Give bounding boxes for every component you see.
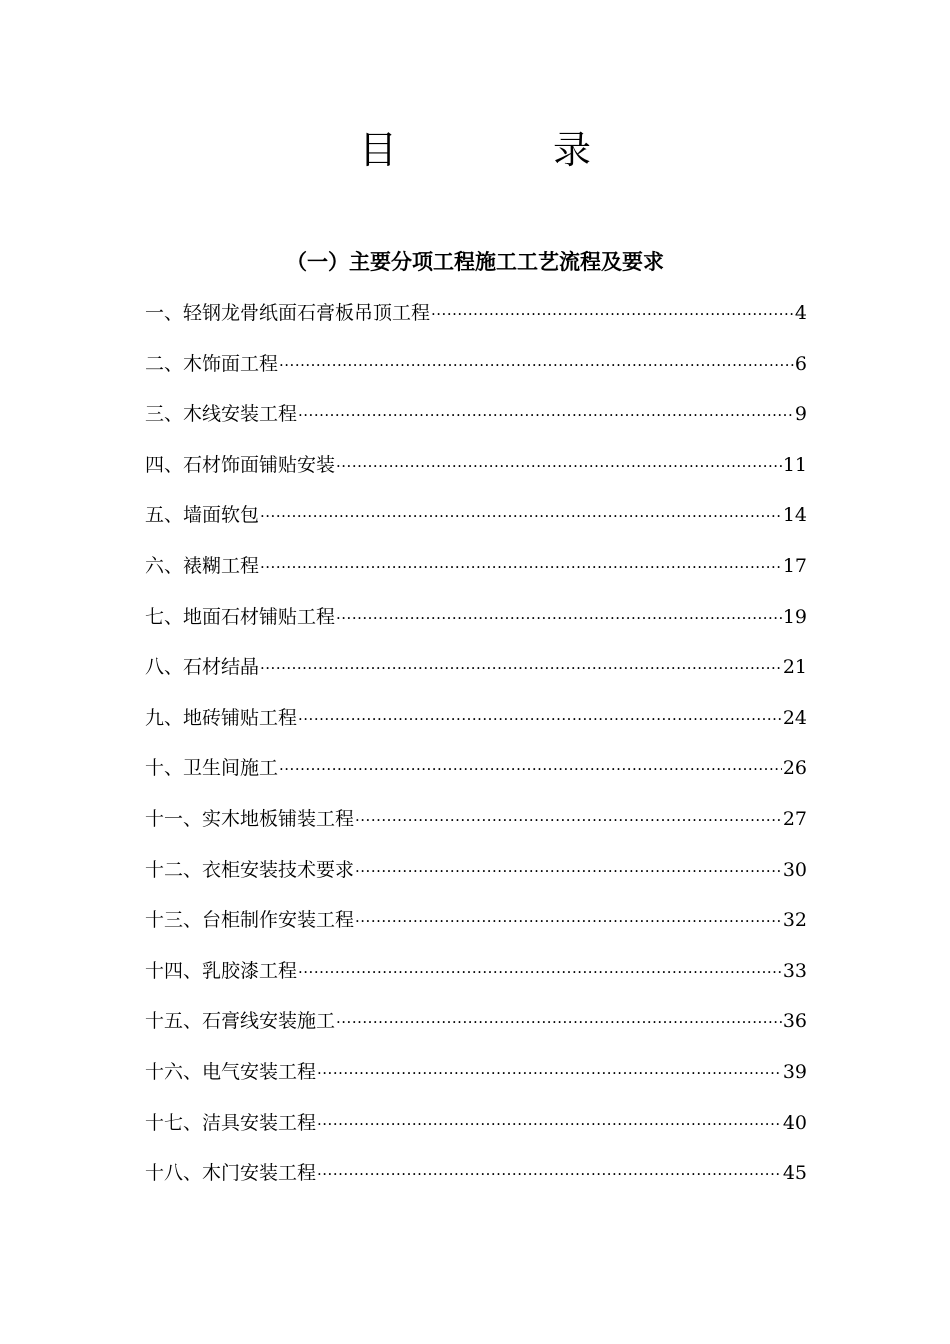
toc-leader-dots: [336, 1004, 782, 1040]
toc-entry-label: 二、木饰面工程: [145, 352, 279, 375]
toc-entry-page: 19: [782, 605, 807, 628]
toc-entry-label: 十一、实木地板铺装工程: [145, 807, 355, 830]
toc-entry-page: 14: [782, 504, 807, 527]
toc-entry-page: 24: [782, 706, 807, 729]
toc-entry-label: 七、地面石材铺贴工程: [145, 605, 336, 628]
toc-entry[interactable]: [145, 548, 807, 599]
toc-entry-label: 十三、台柜制作安装工程: [145, 909, 355, 932]
toc-entry[interactable]: [145, 1054, 807, 1105]
toc-entry-label: 十六、电气安装工程: [145, 1060, 317, 1083]
toc-leader-dots: [431, 296, 794, 332]
toc-entry[interactable]: [145, 801, 807, 852]
page-title: 目 录: [358, 128, 664, 172]
toc-leader-dots: [279, 347, 794, 383]
toc-entry[interactable]: [145, 497, 807, 548]
toc-entry-page: 11: [782, 453, 807, 476]
toc-entry-page: 17: [782, 554, 807, 577]
toc-entry-page: 33: [782, 959, 807, 982]
toc-entry[interactable]: [145, 852, 807, 903]
toc-entry-label: 九、地砖铺贴工程: [145, 706, 298, 729]
toc-entry-page: 6: [794, 352, 807, 375]
toc-entry-page: 39: [782, 1060, 807, 1083]
toc-leader-dots: [317, 1055, 782, 1091]
toc-entry-page: 27: [782, 807, 807, 830]
toc-entry[interactable]: [145, 902, 807, 953]
toc-leader-dots: [355, 802, 782, 838]
toc-leader-dots: [355, 853, 782, 889]
toc-entry[interactable]: [145, 1003, 807, 1054]
toc-entry[interactable]: [145, 1155, 807, 1206]
toc-leader-dots: [317, 1106, 782, 1142]
toc-entry-label: 十、卫生间施工: [145, 757, 279, 780]
toc-leader-dots: [279, 751, 782, 787]
toc-entry-label: 八、石材结晶: [145, 656, 260, 679]
toc-leader-dots: [298, 397, 794, 433]
toc-entry-label: 三、木线安装工程: [145, 403, 298, 426]
toc-entry-label: 十五、石膏线安装施工: [145, 1010, 336, 1033]
toc-entry[interactable]: [145, 295, 807, 346]
toc-leader-dots: [298, 701, 782, 737]
toc-entry[interactable]: [145, 649, 807, 700]
toc-entry-label: 十二、衣柜安装技术要求: [145, 858, 355, 881]
toc-entry[interactable]: [145, 346, 807, 397]
toc-entry-page: 4: [794, 302, 807, 324]
toc-entry-page: 36: [782, 1010, 807, 1033]
table-of-contents: [145, 295, 807, 1206]
toc-entry-label: 十八、木门安装工程: [145, 1162, 317, 1185]
toc-entry-label: 一、轻钢龙骨纸面石膏板吊顶工程: [145, 302, 431, 324]
toc-entry-label: 五、墙面软包: [145, 504, 260, 527]
toc-leader-dots: [298, 954, 782, 990]
toc-entry-page: 21: [782, 656, 807, 679]
toc-leader-dots: [317, 1156, 782, 1192]
toc-entry-page: 26: [782, 757, 807, 780]
toc-entry[interactable]: [145, 447, 807, 498]
toc-leader-dots: [260, 650, 782, 686]
section-heading: （一）主要分项工程施工工艺流程及要求: [286, 250, 664, 274]
toc-entry-page: 32: [782, 909, 807, 932]
toc-entry[interactable]: [145, 750, 807, 801]
toc-entry[interactable]: [145, 700, 807, 751]
toc-entry[interactable]: [145, 1105, 807, 1156]
toc-entry-label: 十七、洁具安装工程: [145, 1111, 317, 1134]
toc-leader-dots: [336, 600, 782, 636]
toc-entry-label: 六、裱糊工程: [145, 554, 260, 577]
toc-entry-page: 30: [782, 858, 807, 881]
toc-entry[interactable]: [145, 396, 807, 447]
toc-leader-dots: [260, 498, 782, 534]
toc-leader-dots: [355, 903, 782, 939]
toc-entry-page: 9: [794, 403, 807, 426]
toc-entry-label: 十四、乳胶漆工程: [145, 959, 298, 982]
toc-entry-label: 四、石材饰面铺贴安装: [145, 453, 336, 476]
toc-entry[interactable]: [145, 599, 807, 650]
toc-leader-dots: [260, 549, 782, 585]
toc-leader-dots: [336, 448, 782, 484]
toc-entry[interactable]: [145, 953, 807, 1004]
toc-entry-page: 40: [782, 1111, 807, 1134]
toc-entry-page: 45: [782, 1162, 807, 1185]
